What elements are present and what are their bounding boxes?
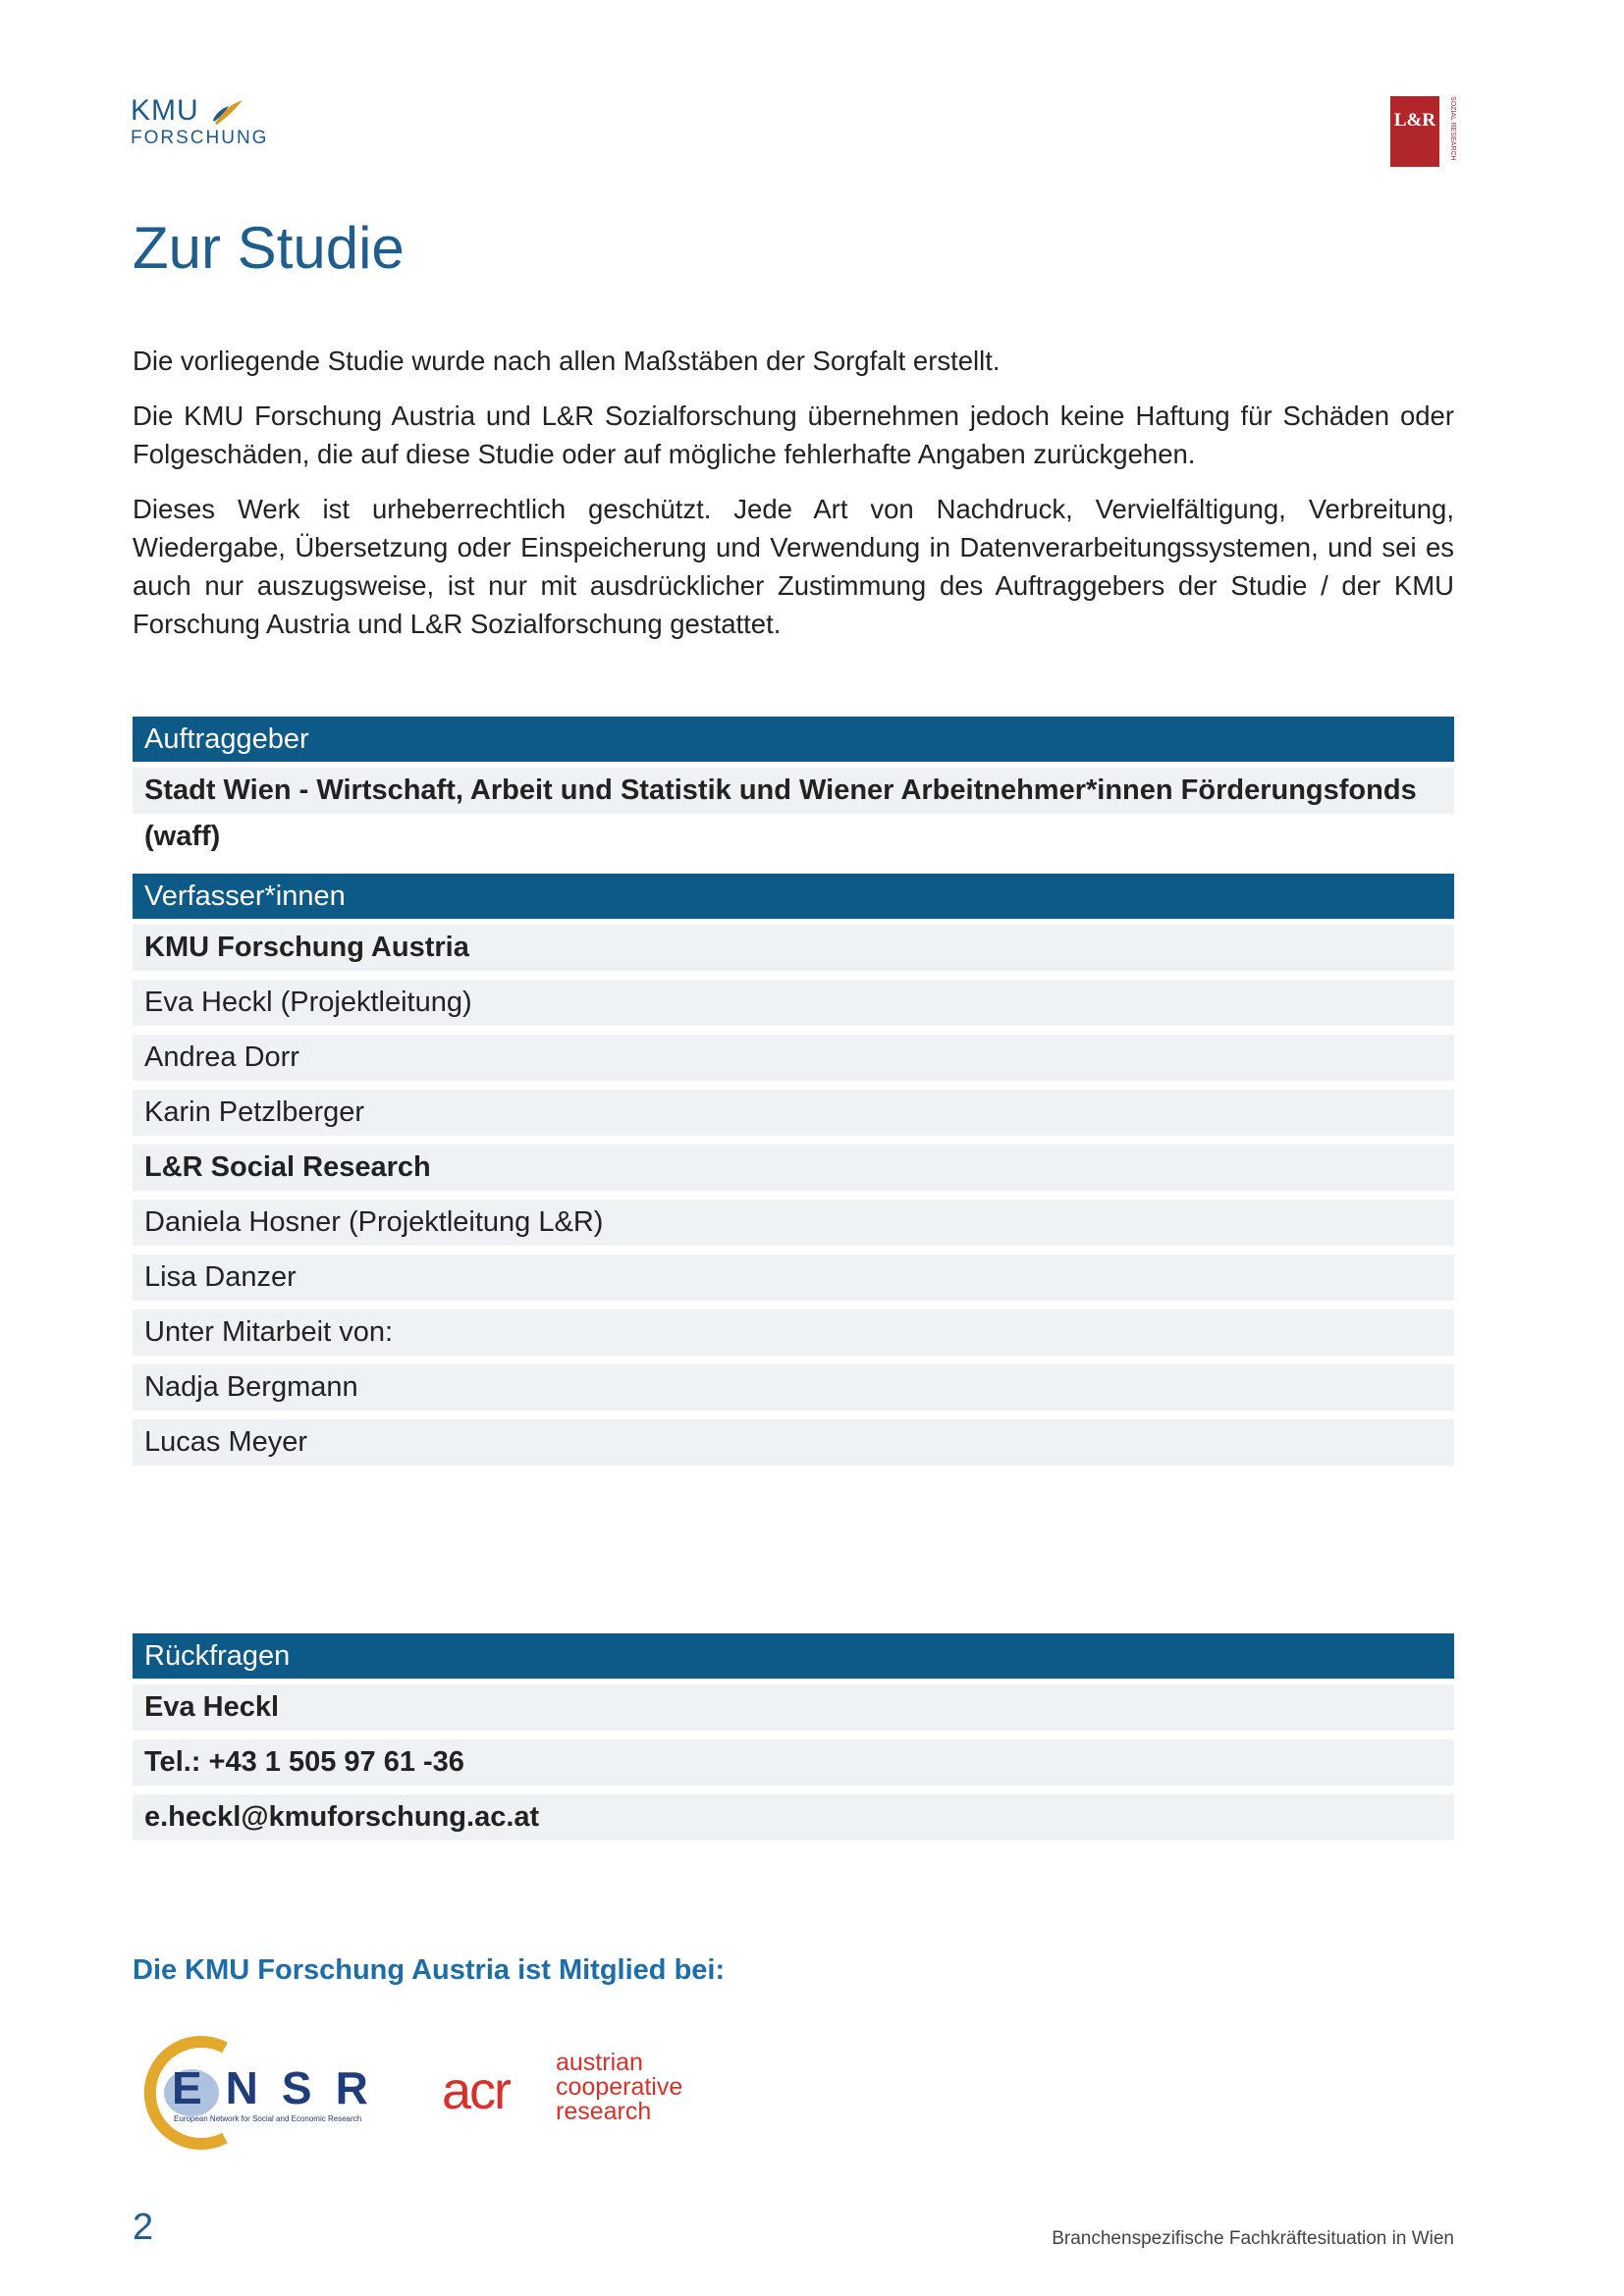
page-number: 2	[133, 2207, 154, 2248]
section-verfasser	[133, 874, 1454, 1466]
acr-logo-line1: austrian	[556, 2049, 643, 2076]
author-row: Daniela Hosner (Projektleitung L&R)	[133, 1200, 1454, 1246]
section-rueckfragen	[133, 1633, 1454, 1841]
author-row: Lucas Meyer	[133, 1419, 1454, 1466]
client-row: Stadt Wien - Wirtschaft, Arbeit und Statistik und Wiener Arbeitnehmer*innen Förderungsfonds (waff)	[133, 768, 1454, 814]
kmu-logo-subtext: FORSCHUNG	[131, 128, 269, 148]
kmu-logo-text: KMU	[131, 94, 199, 127]
contact-phone-row: Tel.: +43 1 505 97 61 -36	[133, 1739, 1454, 1786]
footer-document-title: Branchenspezifische Fachkräftesituation in Wien	[1052, 2228, 1454, 2249]
acr-logo-line2: cooperative	[556, 2073, 683, 2101]
lr-social-research-logo	[1390, 96, 1465, 167]
author-row: Nadja Bergmann	[133, 1364, 1454, 1411]
ensr-logo	[131, 2034, 392, 2152]
author-row: Lisa Danzer	[133, 1255, 1454, 1301]
section-heading-verfasser: Verfasser*innen	[133, 874, 1454, 919]
author-row: Andrea Dorr	[133, 1035, 1454, 1081]
author-org-row: KMU Forschung Austria	[133, 925, 1454, 971]
author-row: Eva Heckl (Projektleitung)	[133, 980, 1454, 1026]
ensr-logo-text: ENSR	[172, 2062, 392, 2113]
acr-logo	[442, 2047, 736, 2135]
kmu-forschung-logo	[131, 94, 269, 155]
membership-title: Die KMU Forschung Austria ist Mitglied bei:	[133, 1954, 726, 1986]
acr-logo-mark: acr	[442, 2061, 511, 2120]
contact-name-row: Eva Heckl	[133, 1684, 1454, 1731]
page-title: Zur Studie	[133, 215, 405, 281]
paragraph-diligence: Die vorliegende Studie wurde nach allen Maßstäben der Sorgfalt erstellt.	[133, 346, 1001, 376]
section-heading-auftraggeber: Auftraggeber	[133, 717, 1454, 762]
paragraph-liability: Die KMU Forschung Austria und L&R Sozialforschung übernehmen jedoch keine Haftung für Schäden oder Folgeschäden, die auf diese Studie oder auf mögliche fehlerhafte Angaben zurückgehen.	[133, 400, 1454, 469]
contact-email-row: e.heckl@kmuforschung.ac.at	[133, 1794, 1454, 1841]
section-heading-rueckfragen: Rückfragen	[133, 1633, 1454, 1679]
author-org-row: L&R Social Research	[133, 1145, 1454, 1191]
acr-logo-line3: research	[556, 2098, 652, 2125]
author-row: Unter Mitarbeit von:	[133, 1309, 1454, 1356]
leaf-icon	[211, 98, 244, 128]
lr-logo-text: L&R	[1393, 110, 1436, 131]
author-row: Karin Petzlberger	[133, 1090, 1454, 1136]
section-auftraggeber	[133, 717, 1454, 852]
lr-logo-sidetext: SOZIAL RESEARCH	[1449, 96, 1456, 161]
ensr-logo-subtext: European Network for Social and Economic Research	[174, 2114, 362, 2123]
paragraph-copyright: Dieses Werk ist urheberrechtlich geschützt. Jede Art von Nachdruck, Vervielfältigung, Verbreitung, Wiedergabe, Übersetzung oder Einspeicherung und Verwendung in Datenverarbeitungssystemen, und sei es auch nur auszugsweise, ist nur mit ausdrücklicher Zustimmung des Auftraggebers der Studie / der KMU Forschung Austria und L&R Sozialforschung gestattet.	[133, 494, 1454, 639]
